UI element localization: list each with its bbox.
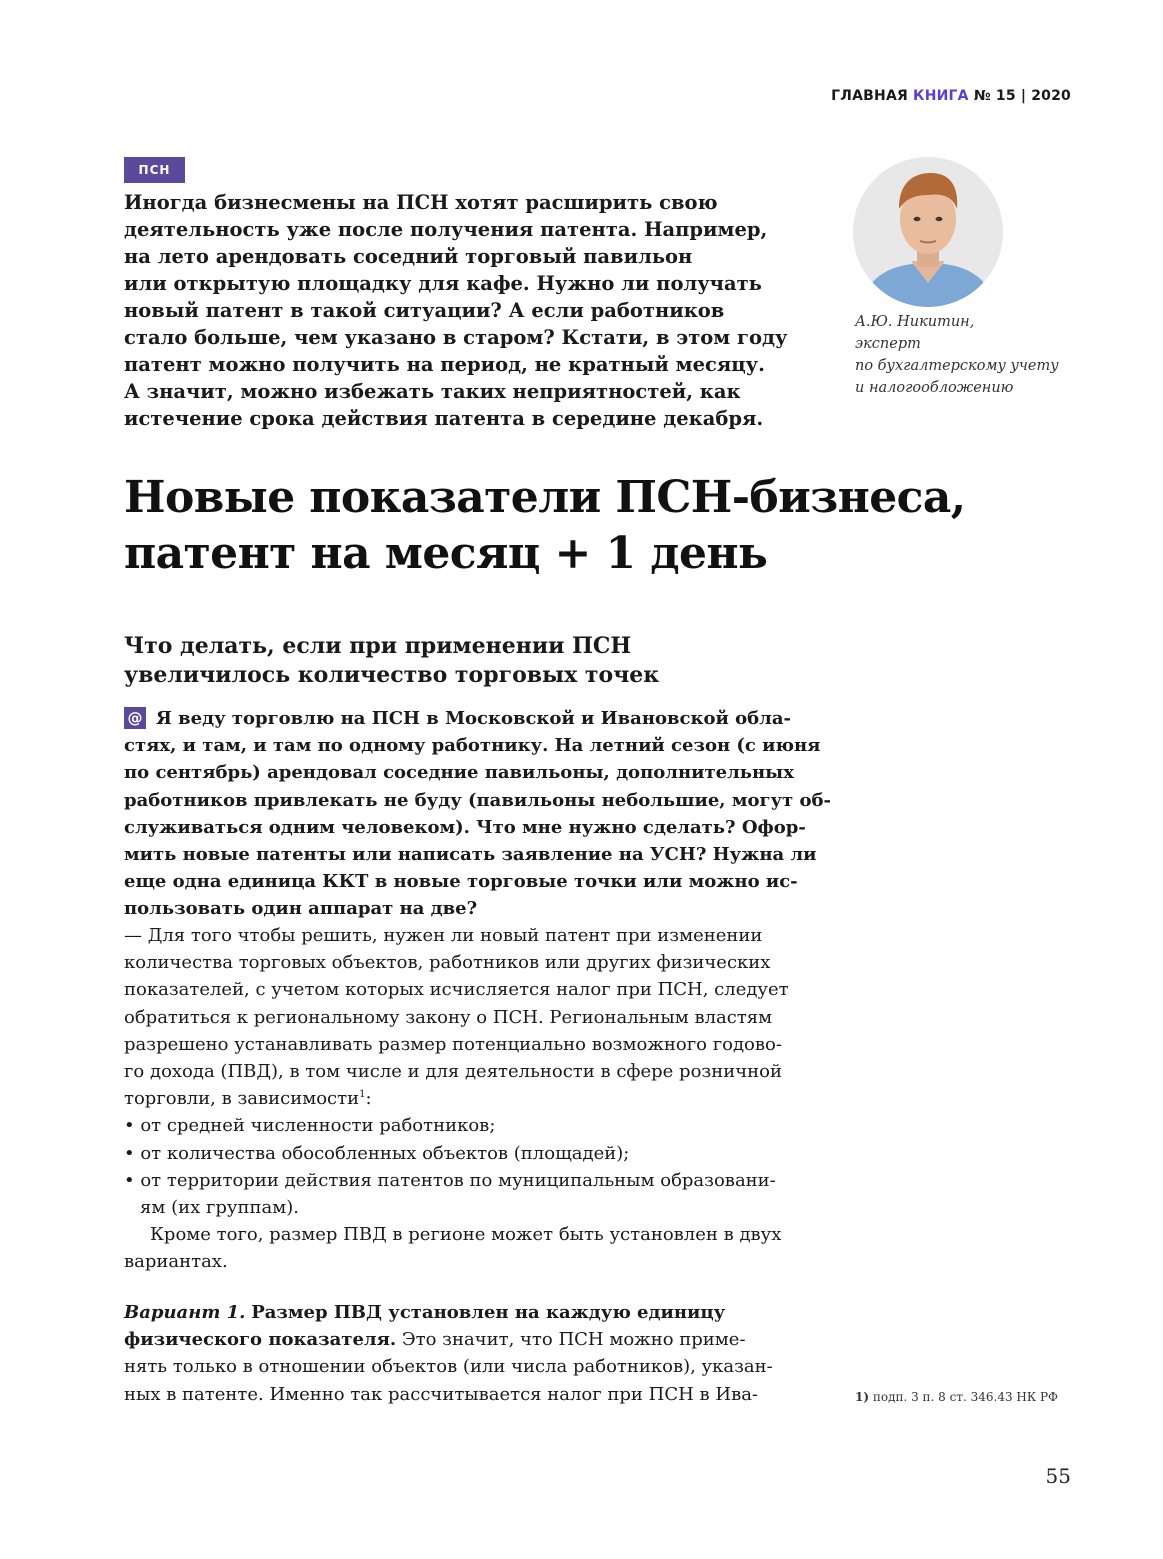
lead-line: А значит, можно избежать таких неприятностей, как	[124, 380, 741, 403]
author-photo	[853, 157, 1003, 307]
variant-line: нять только в отношении объектов (или числа работников), указан-	[124, 1356, 773, 1378]
magazine-header	[831, 88, 1071, 104]
brand-accent: КНИГА	[913, 88, 969, 104]
author-area: по бухгалтерскому учету	[855, 358, 1059, 374]
question-line: по сентябрь) арендовал соседние павильоны, дополнительных	[124, 762, 794, 784]
question-line: еще одна единица ККТ в новые торговые точки или можно ис-	[124, 871, 798, 893]
article-title	[124, 470, 1084, 582]
author-caption	[855, 311, 1075, 399]
paragraph-line: вариантах.	[124, 1251, 228, 1273]
lead-line: новый патент в такой ситуации? А если работников	[124, 299, 725, 322]
reader-question	[124, 705, 831, 923]
footnote-number: 1)	[855, 1390, 870, 1404]
lead-line: на лето арендовать соседний торговый павильон	[124, 245, 693, 268]
lead-line: патент можно получить на период, не кратный месяцу.	[124, 353, 765, 376]
section-tag: ПСН	[124, 157, 185, 183]
lead-line: или открытую площадку для кафе. Нужно ли получать	[124, 272, 762, 295]
section-heading	[124, 632, 804, 690]
answer-line: обратиться к региональному закону о ПСН. Региональным властям	[124, 1006, 773, 1028]
lead-line: стало больше, чем указано в старом? Кстати, в этом году	[124, 326, 788, 349]
answer-line: го дохода (ПВД), в том числе и для деятельности в сфере розничной	[124, 1061, 782, 1083]
answer-body	[124, 922, 804, 1276]
variant-line	[124, 1299, 804, 1326]
variant-text: Это значит, что ПСН можно приме-	[396, 1329, 746, 1351]
title-line: патент на месяц + 1 день	[124, 528, 768, 579]
author-portrait-icon	[853, 157, 1003, 307]
question-line: служиваться одним человеком). Что мне нужно сделать? Офор-	[124, 816, 806, 838]
variant-line	[124, 1326, 804, 1353]
footnote	[855, 1390, 1058, 1404]
bullet-continuation: ям (их группам).	[140, 1197, 299, 1219]
page-number: 55	[1045, 1464, 1071, 1488]
answer-line	[124, 1085, 804, 1112]
question-text: Я веду торговлю на ПСН в Московской и Ивановской обла-	[156, 708, 791, 729]
answer-line: разрешено устанавливать размер потенциально возможного годово-	[124, 1033, 782, 1055]
lead-line: деятельность уже после получения патента. Например,	[124, 218, 768, 241]
question-line: пользовать один аппарат на две?	[124, 898, 478, 920]
answer-line: — Для того чтобы решить, нужен ли новый патент при изменении	[124, 925, 763, 946]
bullet-item: • от количества обособленных объектов (площадей);	[124, 1142, 630, 1164]
author-area: и налогообложению	[855, 380, 1014, 396]
variant-bold: Размер ПВД установлен на каждую единицу	[251, 1302, 726, 1323]
question-line: стях, и там, и там по одному работнику. На летний сезон (с июня	[124, 735, 821, 757]
variant-label: Вариант 1.	[124, 1302, 246, 1323]
heading-line: Что делать, если при применении ПСН	[124, 633, 632, 659]
variant-bold: физического показателя.	[124, 1329, 397, 1351]
heading-line: увеличилось количество торговых точек	[124, 662, 660, 688]
lead-line: истечение срока действия патента в середине декабря.	[124, 407, 764, 430]
footnote-text: подп. 3 п. 8 ст. 346.43 НК РФ	[872, 1390, 1059, 1404]
issue-number: № 15 | 2020	[973, 88, 1071, 104]
paragraph-line: Кроме того, размер ПВД в регионе может быть установлен в двух	[150, 1224, 782, 1246]
footnote-ref: 1	[359, 1089, 366, 1101]
lead-paragraph	[124, 189, 804, 432]
variant-paragraph	[124, 1299, 804, 1408]
variant-line: ных в патенте. Именно так рассчитывается налог при ПСН в Ива-	[124, 1383, 759, 1405]
answer-colon: :	[365, 1088, 372, 1110]
author-name: А.Ю. Никитин,	[855, 314, 975, 330]
answer-text: торговли, в зависимости	[124, 1088, 360, 1110]
bullet-item: • от территории действия патентов по муниципальным образовани-	[124, 1169, 776, 1191]
bullet-item: • от средней численности работников;	[124, 1115, 496, 1137]
email-at-icon: @	[124, 707, 146, 729]
brand-main: ГЛАВНАЯ	[831, 88, 908, 104]
lead-line: Иногда бизнесмены на ПСН хотят расширить свою	[124, 191, 718, 214]
author-role: эксперт	[855, 336, 921, 352]
answer-line: показателей, с учетом которых исчисляется налог при ПСН, следует	[124, 979, 789, 1001]
question-line: мить новые патенты или написать заявление на УСН? Нужна ли	[124, 844, 817, 866]
question-line	[124, 705, 804, 732]
question-line: работников привлекать не буду (павильоны небольшие, могут об-	[124, 789, 831, 811]
answer-line: количества торговых объектов, работников или других физических	[124, 952, 771, 974]
title-line: Новые показатели ПСН-бизнеса,	[124, 472, 966, 523]
